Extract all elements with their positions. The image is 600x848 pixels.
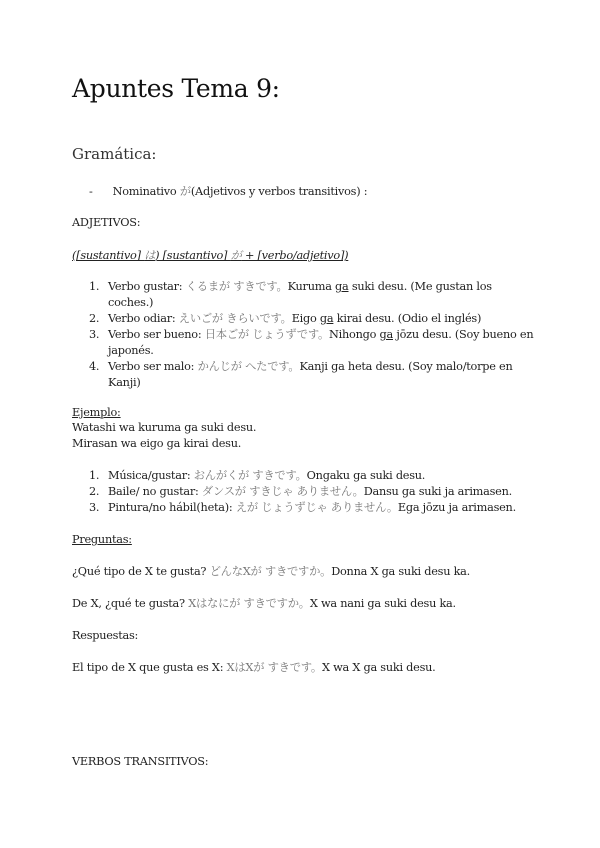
pregunta-text: De X, ¿qué te gusta? xyxy=(72,597,189,610)
list-number: 1. xyxy=(89,469,100,482)
item-jp: おんがくが すきです。 xyxy=(193,469,307,482)
pregunta-romaji: Donna X ga suki desu ka. xyxy=(331,565,471,578)
item-text: Verbo ser malo: xyxy=(108,360,198,373)
item-jp: ダンスが すきじゃ ありません。 xyxy=(201,485,364,498)
list-number: 2. xyxy=(89,485,100,498)
item-continuation: Kanji) xyxy=(108,376,141,389)
formula-jp-2: が xyxy=(230,249,242,262)
item-continuation: japonés. xyxy=(108,344,154,357)
formula-part-2: ) [sustantivo] xyxy=(155,249,231,262)
item-underlined: ga xyxy=(379,328,393,341)
formula-part-1: ([sustantivo] xyxy=(72,249,145,262)
item-romaji: Kanji ga heta desu. (Soy malo/torpe en xyxy=(299,360,513,373)
item-translation: suki desu. (Me gustan los xyxy=(348,280,492,293)
list-item xyxy=(89,359,533,391)
list-item xyxy=(89,468,516,484)
pregunta-text: ¿Qué tipo de X te gusta? xyxy=(72,565,210,578)
item-romaji: Eigo xyxy=(291,312,320,325)
item-translation: jōzu desu. (Soy bueno en xyxy=(392,328,534,341)
item-text: Verbo gustar: xyxy=(108,280,186,293)
bullet-item xyxy=(89,184,367,200)
list-item xyxy=(89,484,516,500)
item-text: Verbo ser bueno: xyxy=(108,328,205,341)
item-romaji: Dansu ga suki ja arimasen. xyxy=(363,485,512,498)
list-number: 3. xyxy=(89,501,100,514)
verbos-heading: VERBOS TRANSITIVOS: xyxy=(72,755,209,768)
formula-jp-1: は xyxy=(144,249,156,262)
formula-line xyxy=(72,248,348,264)
list-number: 1. xyxy=(89,280,100,293)
bullet-marker: - xyxy=(89,185,93,198)
item-translation: kirai desu. (Odio el inglés) xyxy=(333,312,482,325)
list-item xyxy=(89,311,533,327)
respuestas-heading: Respuestas: xyxy=(72,629,139,642)
adjetivos-list xyxy=(89,279,533,391)
item-romaji: Nihongo xyxy=(329,328,380,341)
bullet-text-b: (Adjetivos y verbos transitivos) : xyxy=(190,185,368,198)
item-jp: 日本ごが じょうずです。 xyxy=(204,328,330,341)
respuesta-romaji: X wa X ga suki desu. xyxy=(321,661,436,674)
item-jp: えいごが きらいです。 xyxy=(178,312,292,325)
page-title: Apuntes Tema 9: xyxy=(72,74,280,103)
list-number: 3. xyxy=(89,328,100,341)
list-number: 4. xyxy=(89,360,100,373)
pregunta-line xyxy=(72,596,456,612)
item-text: Música/gustar: xyxy=(108,469,194,482)
item-jp: くるまが すきです。 xyxy=(185,280,288,293)
respuesta-jp: XはXが すきです。 xyxy=(226,661,322,674)
bullet-jp: が xyxy=(179,185,191,198)
pregunta-line xyxy=(72,564,470,580)
item-text: Verbo odiar: xyxy=(108,312,179,325)
item-romaji: Ega jōzu ja arimasen. xyxy=(397,501,516,514)
item-underlined: ga xyxy=(335,280,349,293)
item-text: Pintura/no hábil(heta): xyxy=(108,501,236,514)
list-item xyxy=(89,279,533,311)
item-jp: かんじが へたです。 xyxy=(197,360,300,373)
bullet-text-a: Nominativo xyxy=(112,185,180,198)
item-romaji: Ongaku ga suki desu. xyxy=(306,469,426,482)
item-continuation: coches.) xyxy=(108,296,154,309)
respuesta-text: El tipo de X que gusta es X: xyxy=(72,661,227,674)
pregunta-romaji: X wa nani ga suki desu ka. xyxy=(309,597,456,610)
adjetivos-heading: ADJETIVOS: xyxy=(72,216,141,229)
section-heading: Gramática: xyxy=(72,145,157,163)
formula-part-3: + [verbo/adjetivo]) xyxy=(241,249,349,262)
ejemplo-heading: Ejemplo: xyxy=(72,406,121,419)
list-number: 2. xyxy=(89,312,100,325)
item-text: Baile/ no gustar: xyxy=(108,485,202,498)
ejemplo-line: Mirasan wa eigo ga kirai desu. xyxy=(72,437,242,450)
ejemplo-list xyxy=(89,468,516,516)
ejemplo-line: Watashi wa kuruma ga suki desu. xyxy=(72,421,257,434)
item-romaji: Kuruma xyxy=(287,280,336,293)
item-underlined: ga xyxy=(319,312,334,325)
pregunta-jp: どんなXが すきですか。 xyxy=(209,565,332,578)
list-item xyxy=(89,327,533,359)
preguntas-heading: Preguntas: xyxy=(72,533,132,546)
list-item xyxy=(89,500,516,516)
respuesta-line xyxy=(72,660,435,676)
item-jp: えが じょうずじゃ ありません。 xyxy=(235,501,398,514)
pregunta-jp: Xはなにが すきですか。 xyxy=(188,597,310,610)
